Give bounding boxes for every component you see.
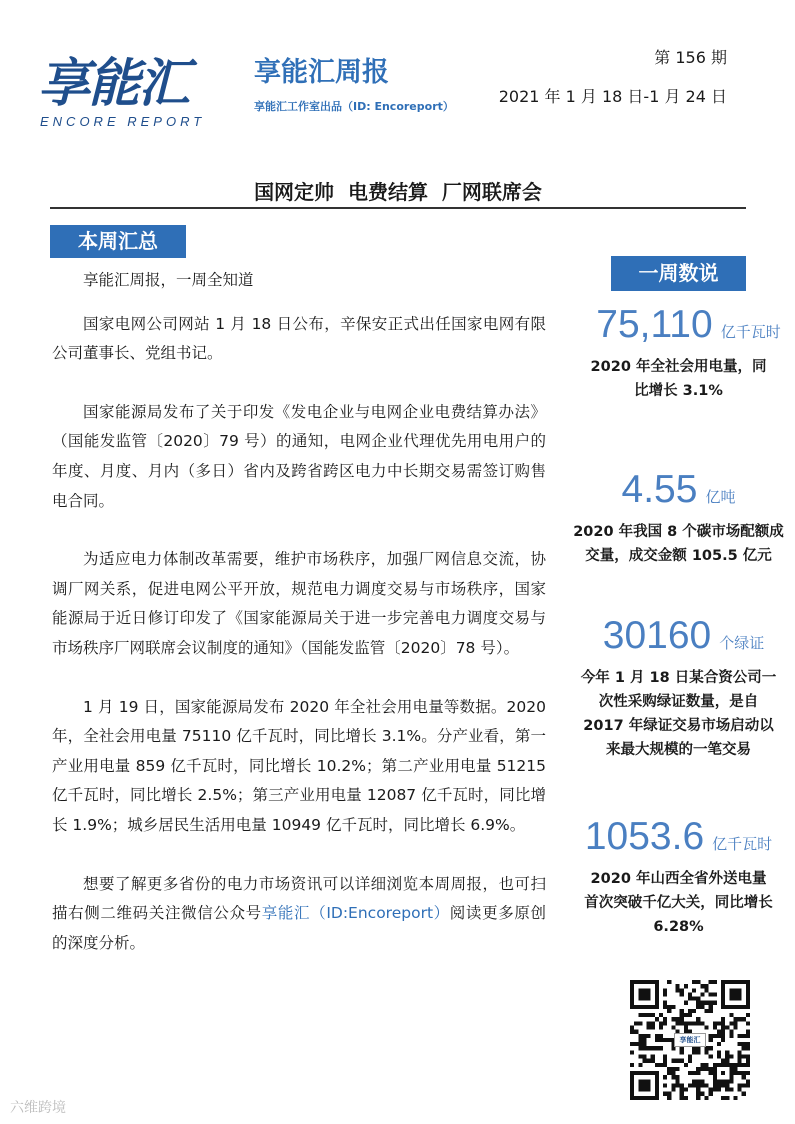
stat-value: 75,110 (596, 303, 713, 346)
closing-brand-link[interactable]: 享能汇（ID:Encoreport） (261, 904, 450, 923)
stat-value: 1053.6 (584, 815, 705, 858)
issue-number: 第 156 期 (654, 48, 727, 67)
qr-badge: 享能汇 (674, 1033, 706, 1047)
stat-unit: 个绿证 (719, 634, 765, 652)
stat-description: 2020 年我国 8 个碳市场配额成交量，成交金额 105.5 亿元 (573, 524, 784, 564)
stat-block (562, 614, 795, 762)
stat-unit: 亿千瓦时 (712, 835, 773, 853)
stat-block (562, 303, 795, 403)
stat-block (562, 815, 795, 939)
headline: 国网定帅 电费结算 厂网联席会 (254, 180, 542, 204)
closing-text-end: 阅读更多原创的深度分析。 (52, 904, 546, 952)
summary-paragraph: 1 月 19 日，国家能源局发布 2020 年全社会用电量等数据。2020 年，全社会用电量 75110 亿千瓦时，同比增长 3.1%。分产业看，第一产业用电量 859 亿千瓦时，同比增长 10.2%；第二产业用电量 51215 亿千瓦时，同比增长 2.5%；第三产业用电量 12087 亿千瓦时，同比增长 1.9%；城乡居民生活用电量 10949 亿千瓦时，同比增长 6.9%。 (52, 697, 546, 834)
stats-section-label: 一周数说 (611, 256, 746, 291)
stat-unit: 亿千瓦时 (720, 323, 781, 341)
summary-intro: 享能汇周报，一周全知道 (83, 271, 254, 289)
stat-description: 今年 1 月 18 日某合资公司一次性采购绿证数量，是自 2017 年绿证交易市场启动以来最大规模的一笔交易 (580, 670, 777, 758)
stat-description: 2020 年全社会用电量，同比增长 3.1% (590, 359, 767, 399)
stat-block (562, 468, 795, 568)
summary-paragraph: 国家能源局发布了关于印发《发电企业与电网企业电费结算办法》（国能发监管〔2020〕79 号）的通知，电网企业代理优先用电用户的年度、月度、月内（多日）省内及跨省跨区电力中长期交易需签订购售电合同。 (52, 402, 546, 510)
summary-body (52, 266, 546, 987)
logo-chinese: 享能汇 (38, 54, 189, 114)
summary-section-label: 本周汇总 (50, 225, 186, 258)
studio-credit: 享能汇工作室出品（ID: Encoreport） (254, 100, 454, 113)
watermark: 六维跨境 (10, 1100, 66, 1116)
headline-divider (50, 207, 746, 209)
logo (38, 52, 223, 132)
date-range: 2021 年 1 月 18 日-1 月 24 日 (498, 87, 727, 106)
summary-paragraph: 国家电网公司网站 1 月 18 日公布，辛保安正式出任国家电网有限公司董事长、党组书记。 (52, 314, 546, 363)
summary-closing (52, 870, 546, 959)
stat-value: 4.55 (621, 468, 698, 511)
stat-description: 2020 年山西全省外送电量首次突破千亿大关，同比增长 6.28% (584, 871, 773, 935)
closing-text: 想要了解更多省份的电力市场资讯可以详细浏览本周周报，也可扫描右侧二维码关注微信公众号 (52, 874, 546, 923)
summary-paragraph: 为适应电力体制改革需要，维护市场秩序，加强厂网信息交流，协调厂网关系，促进电网公平开放，规范电力调度交易与市场秩序，国家能源局于近日修订印发了《国家能源局关于进一步完善电力调度交易与市场秩序厂网联席会议制度的通知》（国能发监管〔2020〕78 号）。 (52, 550, 546, 657)
stat-unit: 亿吨 (705, 488, 736, 506)
stat-value: 30160 (602, 614, 712, 657)
report-title: 享能汇周报 (254, 57, 389, 88)
qr-code[interactable] (630, 980, 750, 1100)
logo-english: ENCORE REPORT (40, 114, 206, 129)
